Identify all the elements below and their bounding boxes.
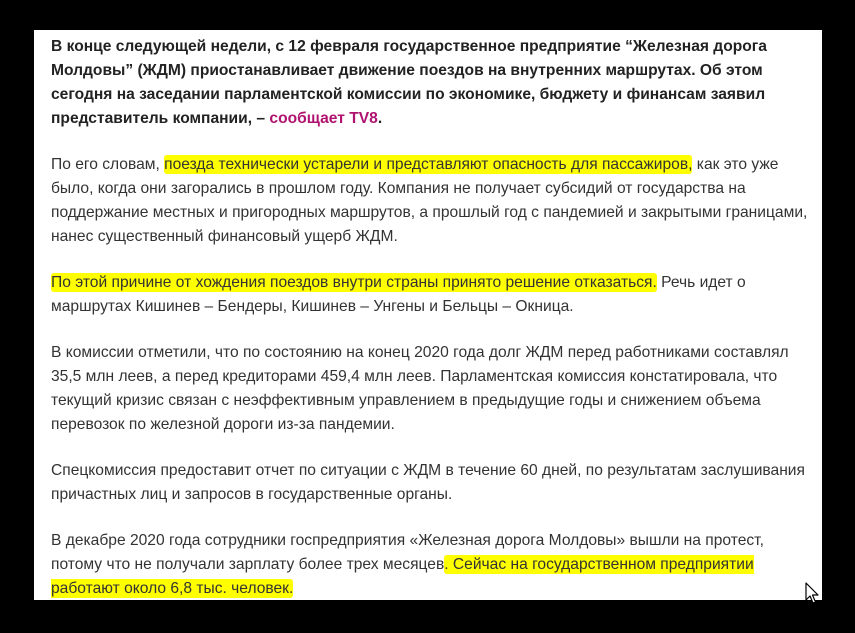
highlight-dangerous-trains: поезда технически устарели и представляют опасность для пассажиров, bbox=[164, 156, 693, 173]
lead-text: В конце следующей недели, с 12 февраля государственное предприятие “Железная дорога Молдовы” (ЖДМ) приостанавливает движение поездов на внутренних маршрутах. Об этом сегодня на заседании парламентской комиссии по экономике, бюджету и финансам заявил представитель компании, – bbox=[51, 38, 767, 127]
article-body bbox=[34, 30, 822, 600]
source-link-tv8[interactable]: сообщает TV8 bbox=[269, 110, 378, 127]
mouse-pointer-icon bbox=[805, 582, 821, 606]
paragraph-3-rest: Речь идет о маршрутах Кишинев – Бендеры, Кишинев – Унгены и Бельцы – Окница. bbox=[51, 274, 746, 315]
paragraph-2-rest: как это уже было, когда они загорались в прошлом году. Компания не получает субсидий от государства на поддержание местных и пригородных маршрутов, а прошлый год с пандемией и закрытыми границами, нанес существенный финансовый ущерб ЖДМ. bbox=[51, 156, 808, 245]
paragraph-2-intro: По его словам, bbox=[51, 156, 165, 173]
paragraph-6 bbox=[51, 529, 808, 601]
lead-end: . bbox=[377, 110, 383, 127]
paragraph-3 bbox=[51, 271, 808, 319]
paragraph-6-intro: В декабре 2020 года сотрудники госпредприятия «Железная дорога Молдовы» вышли на протест, потому что не получали зарплату более трех месяцев bbox=[51, 532, 764, 573]
paragraph-5: Спецкомиссия предоставит отчет по ситуации с ЖДМ в течение 60 дней, по результатам заслушивания причастных лиц и запросов в государственные органы. bbox=[51, 462, 805, 503]
article-lead bbox=[51, 35, 808, 131]
highlight-decision: По этой причине от хождения поездов внутри страны принято решение отказаться. bbox=[51, 274, 657, 291]
paragraph-4: В комиссии отметили, что по состоянию на конец 2020 года долг ЖДМ перед работниками составлял 35,5 млн леев, а перед кредиторами 459,4 млн леев. Парламентская комиссия констатировала, что текущий кризис связан с неэффективным управлением в предыдущие годы и снижением объема перевозок по железной дороги из-за пандемии. bbox=[51, 344, 789, 433]
paragraph-2 bbox=[51, 153, 808, 249]
highlight-employees: . Сейчас на государственном предприятии работают около 6,8 тыс. человек. bbox=[51, 556, 754, 597]
